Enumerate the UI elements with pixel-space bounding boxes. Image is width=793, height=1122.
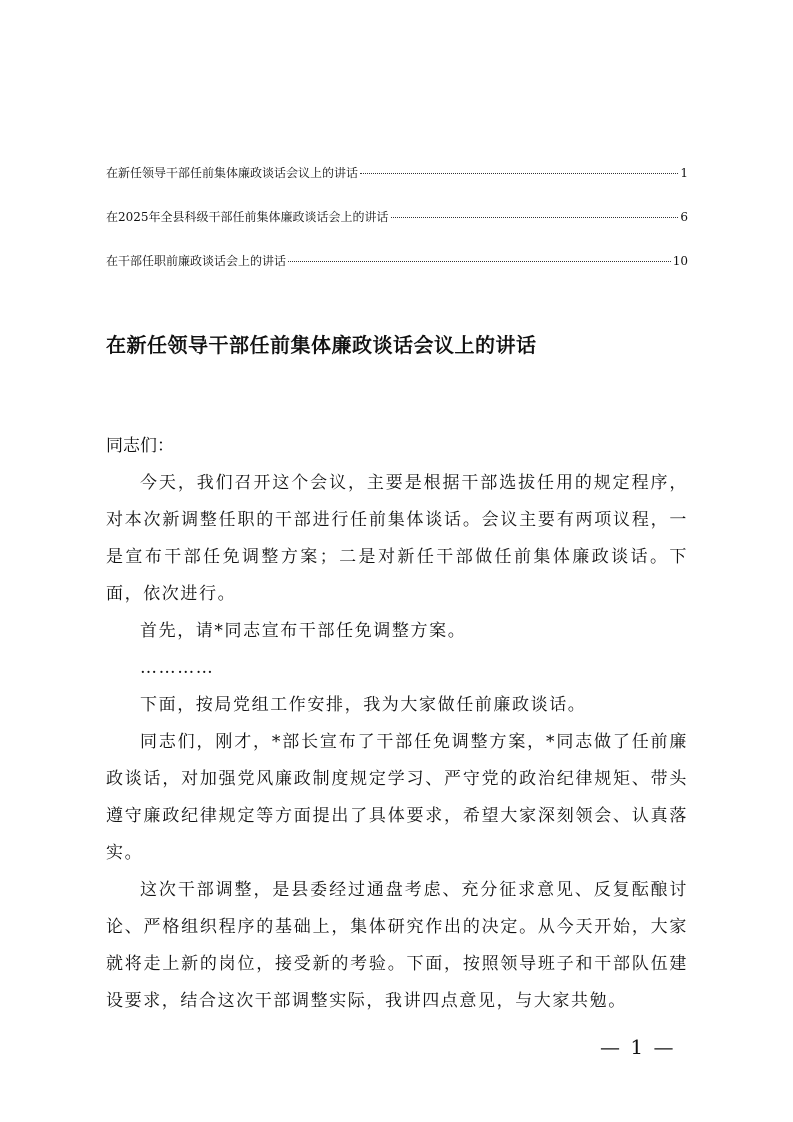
paragraph: 这次干部调整，是县委经过通盘考虑、充分征求意见、反复酝酿讨论、严格组织程序的基础上，集体研究作出的决定。从今天开始，大家就将走上新的岗位，接受新的考验。下面，按照领导班子和干部队伍建设要求，结合这次干部调整实际，我讲四点意见，与大家共勉。	[106, 880, 688, 1011]
toc-entry-title: 在干部任职前廉政谈话会上的讲话	[106, 254, 287, 268]
table-of-contents	[106, 162, 688, 294]
page-number: — 1 —	[600, 1035, 676, 1059]
salutation: 同志们：	[106, 436, 174, 456]
toc-leader-dots	[360, 159, 678, 174]
toc-entry[interactable]	[106, 162, 688, 206]
document-body	[106, 428, 688, 1020]
paragraph-ellipsis: …………	[140, 658, 215, 678]
toc-entry-page: 6	[680, 210, 688, 224]
toc-entry[interactable]	[106, 250, 688, 294]
toc-entry-title: 在2025年全县科级干部任前集体廉政谈话会上的讲话	[106, 210, 389, 224]
paragraph: 下面，按局党组工作安排，我为大家做任前廉政谈话。	[140, 695, 587, 715]
toc-entry-title: 在新任领导干部任前集体廉政谈话会议上的讲话	[106, 166, 359, 180]
document-title: 在新任领导干部任前集体廉政谈话会议上的讲话	[106, 333, 537, 357]
toc-entry-page: 10	[672, 254, 688, 268]
toc-entry-page: 1	[680, 166, 688, 180]
paragraph: 今天，我们召开这个会议，主要是根据干部选拔任用的规定程序，对本次新调整任职的干部进行任前集体谈话。会议主要有两项议程，一是宣布干部任免调整方案；二是对新任干部做任前集体廉政谈话。下面，依次进行。	[106, 473, 688, 604]
toc-leader-dots	[391, 203, 679, 218]
paragraph: 同志们，刚才，*部长宣布了干部任免调整方案，*同志做了任前廉政谈话，对加强党风廉政制度规定学习、严守党的政治纪律规矩、带头遵守廉政纪律规定等方面提出了具体要求，希望大家深刻领会、认真落实。	[106, 732, 688, 863]
toc-entry[interactable]	[106, 206, 688, 250]
paragraph: 首先，请*同志宣布干部任免调整方案。	[140, 621, 467, 641]
toc-leader-dots	[288, 247, 671, 262]
